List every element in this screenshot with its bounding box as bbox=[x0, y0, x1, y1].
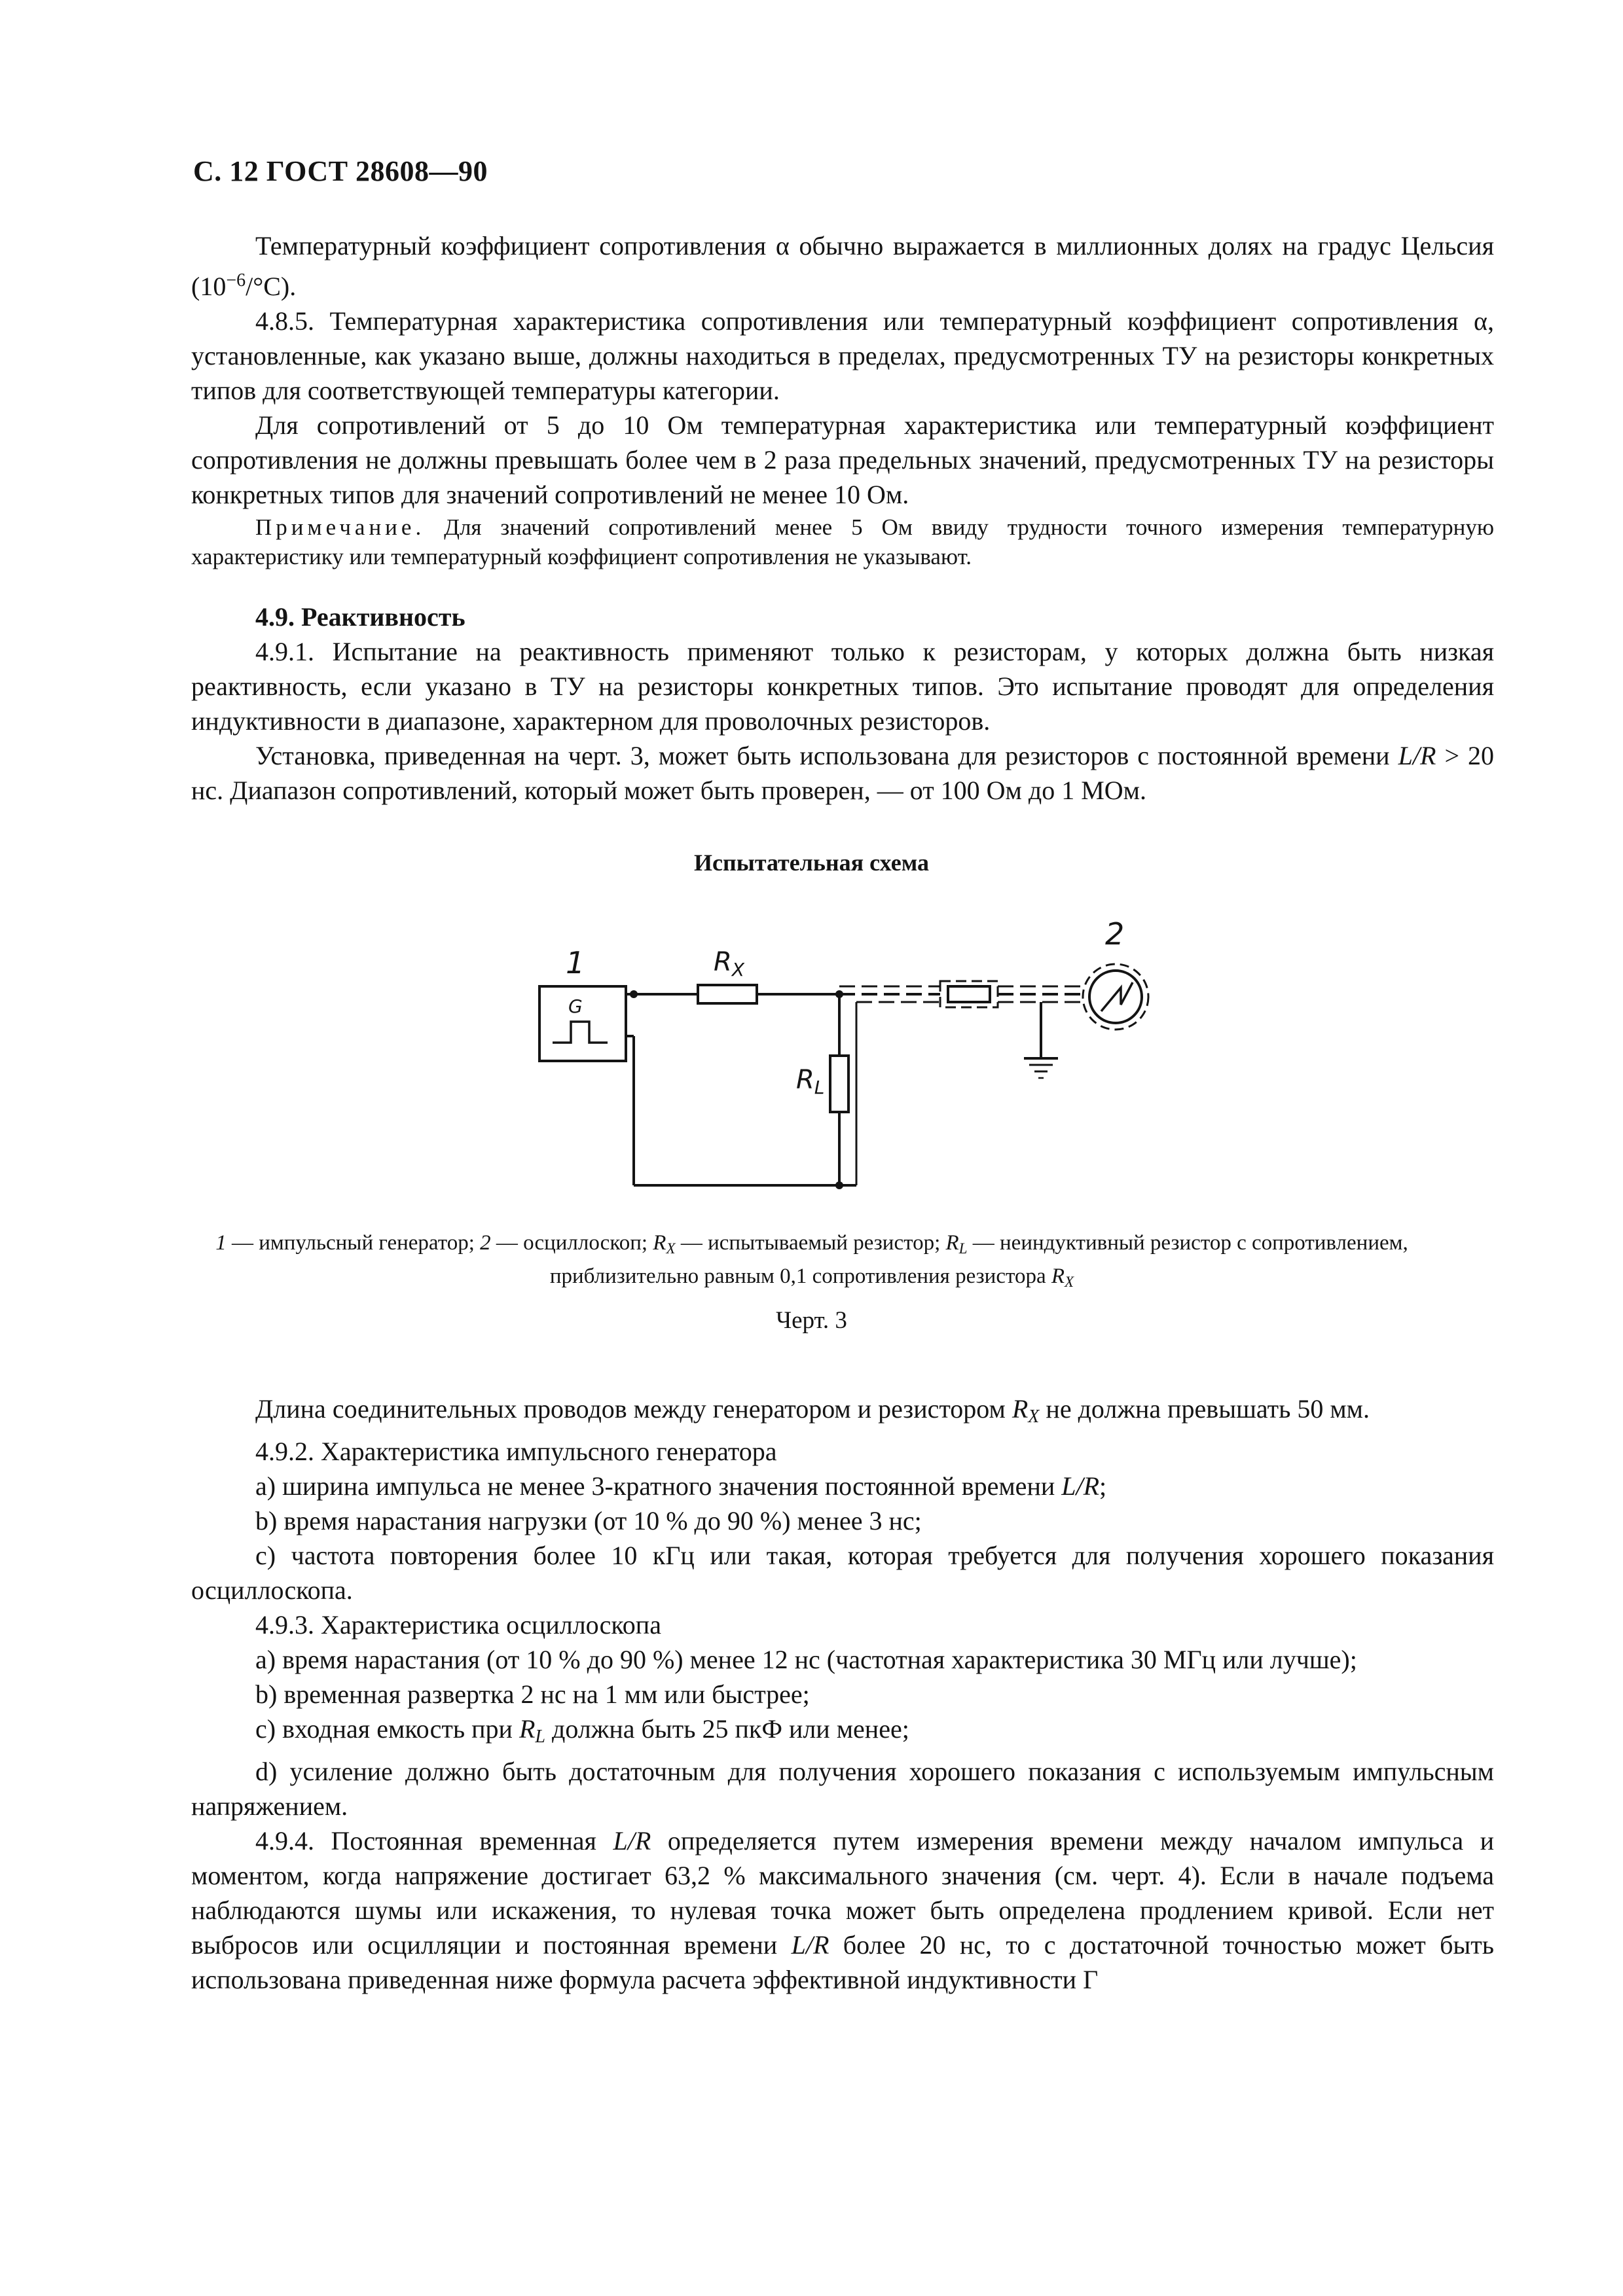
probe-element bbox=[948, 986, 990, 1002]
resistor-rl bbox=[830, 1056, 848, 1112]
item-c-oscilloscope: с) входная емкость при $R_L$ должна быть 25 пкФ или менее; bbox=[255, 1714, 909, 1747]
section-4-9 bbox=[191, 600, 1494, 808]
oscilloscope-shield bbox=[1083, 964, 1148, 1030]
note-text: Для значений сопротивлений менее 5 Ом ввиду трудности точного измерения температурную характеристику или температурный коэффициент сопротивления не указывают. bbox=[191, 514, 1495, 569]
label-rl: $R_L$ bbox=[796, 1065, 825, 1098]
item-c-generator: с) частота повторения более 10 кГц или такая, которая требуется для получения хорошего показания осциллоскопа. bbox=[191, 1541, 1494, 1605]
heading-4-9-3: 4.9.3. Характеристика осциллоскопа bbox=[255, 1610, 661, 1640]
item-a-generator: а) ширина импульса не менее 3-кратного значения постоянной времени L/R; bbox=[255, 1471, 1107, 1501]
item-d-oscilloscope: d) усиление должно быть достаточным для получения хорошего показания с используемым импульсным напряжением. bbox=[191, 1757, 1494, 1821]
paragraph-4-9-1: 4.9.1. Испытание на реактивность применяют только к резисторам, у которых должна быть низкая реактивность, если указано в ТУ на резисторы конкретных типов. Это испытание проводят для определения индуктивности в диапазоне, характерном для проволочных резисторов. bbox=[191, 637, 1494, 736]
note-label: Примечание. bbox=[255, 514, 426, 540]
paragraph-4-9-4: 4.9.4. Постоянная временная L/R определяется путем измерения времени между началом импульса и моментом, когда напряжение достигает 63,2 % максимального значения (см. черт. 4). Если в начале подъема наблюдаются шумы или искажения, то нулевая точка может быть определена продлением кривой. Если нет выбросов или осцилляции и постоянная времени L/R более 20 нс, то с достаточной точностью может быть использована приведенная ниже формула расчета эффективной индуктивности Г bbox=[191, 1826, 1495, 1994]
paragraph-5-10-ohm: Для сопротивлений от 5 до 10 Ом температурная характеристика или температурный коэффициент сопротивления не должны превышать более чем в 2 раза предельных значений, предусмотренных ТУ на резисторы конкретных типов для значений сопротивлений не менее 10 Ом. bbox=[191, 410, 1494, 509]
block-temperature bbox=[191, 228, 1494, 512]
paragraph-alpha: Температурный коэффициент сопротивления α обычно выражается в миллионных долях на градус Цельсия $(10^{-6}/^\circ С)$. bbox=[191, 231, 1494, 301]
block-generator-oscilloscope bbox=[191, 1391, 1494, 1997]
generator-letter: G bbox=[568, 996, 583, 1017]
page-header: С. 12 ГОСТ 28608—90 bbox=[193, 155, 488, 187]
resistor-rx bbox=[698, 985, 757, 1003]
heading-4-9-2: 4.9.2. Характеристика импульсного генератора bbox=[255, 1437, 777, 1466]
item-b-generator: b) время нарастания нагрузки (от 10 % до 90 %) менее 3 нс; bbox=[255, 1506, 922, 1535]
figure-number: Черт. 3 bbox=[776, 1307, 847, 1334]
item-b-oscilloscope: b) временная развертка 2 нс на 1 мм или быстрее; bbox=[255, 1679, 810, 1709]
section-title: 4.9. Реактивность bbox=[255, 602, 465, 632]
label-rx: $R_X$ bbox=[714, 947, 744, 980]
pulse-symbol bbox=[553, 1022, 608, 1043]
figure-title: Испытательная схема bbox=[694, 850, 929, 876]
oscilloscope bbox=[1089, 971, 1142, 1023]
junction-dot bbox=[835, 990, 843, 998]
paragraph-setup: Установка, приведенная на черт. 3, может быть использована для резисторов с постоянной времени L/R > 20 нс. Диапазон сопротивлений, который может быть проверен, — от 100 Ом до 1 МОм. bbox=[191, 741, 1495, 805]
item-a-oscilloscope: а) время нарастания (от 10 % до 90 %) менее 12 нс (частотная характеристика 30 МГц или лучше); bbox=[255, 1645, 1357, 1674]
figure-caption: 1 — импульсный генератор; 2 — осциллоскоп; $R_X$ — испытываемый резистор; $R_L$ — неиндуктивный резистор с сопротивлением, приблизительно равным 0,1 сопротивления резистора $R_X$ bbox=[215, 1231, 1408, 1290]
label-oscilloscope-number: 2 bbox=[1105, 916, 1125, 952]
paragraph-wire-length: Длина соединительных проводов между генератором и резистором $R_X$ не должна превышать 50 мм. bbox=[255, 1394, 1370, 1427]
oscilloscope-trace bbox=[1101, 982, 1133, 1011]
pulse-generator bbox=[539, 986, 626, 1061]
paragraph-4-8-5: 4.8.5. Температурная характеристика сопротивления или температурный коэффициент сопротивления α, установленные, как указано выше, должны находиться в пределах, предусмотренных ТУ на резисторы конкретных типов для соответствующей температуры категории. bbox=[191, 306, 1494, 405]
label-generator-number: 1 bbox=[566, 945, 585, 980]
note bbox=[191, 512, 1494, 571]
junction-dot bbox=[835, 1181, 843, 1189]
junction-dot bbox=[630, 990, 638, 998]
circuit-diagram bbox=[524, 913, 1165, 1194]
